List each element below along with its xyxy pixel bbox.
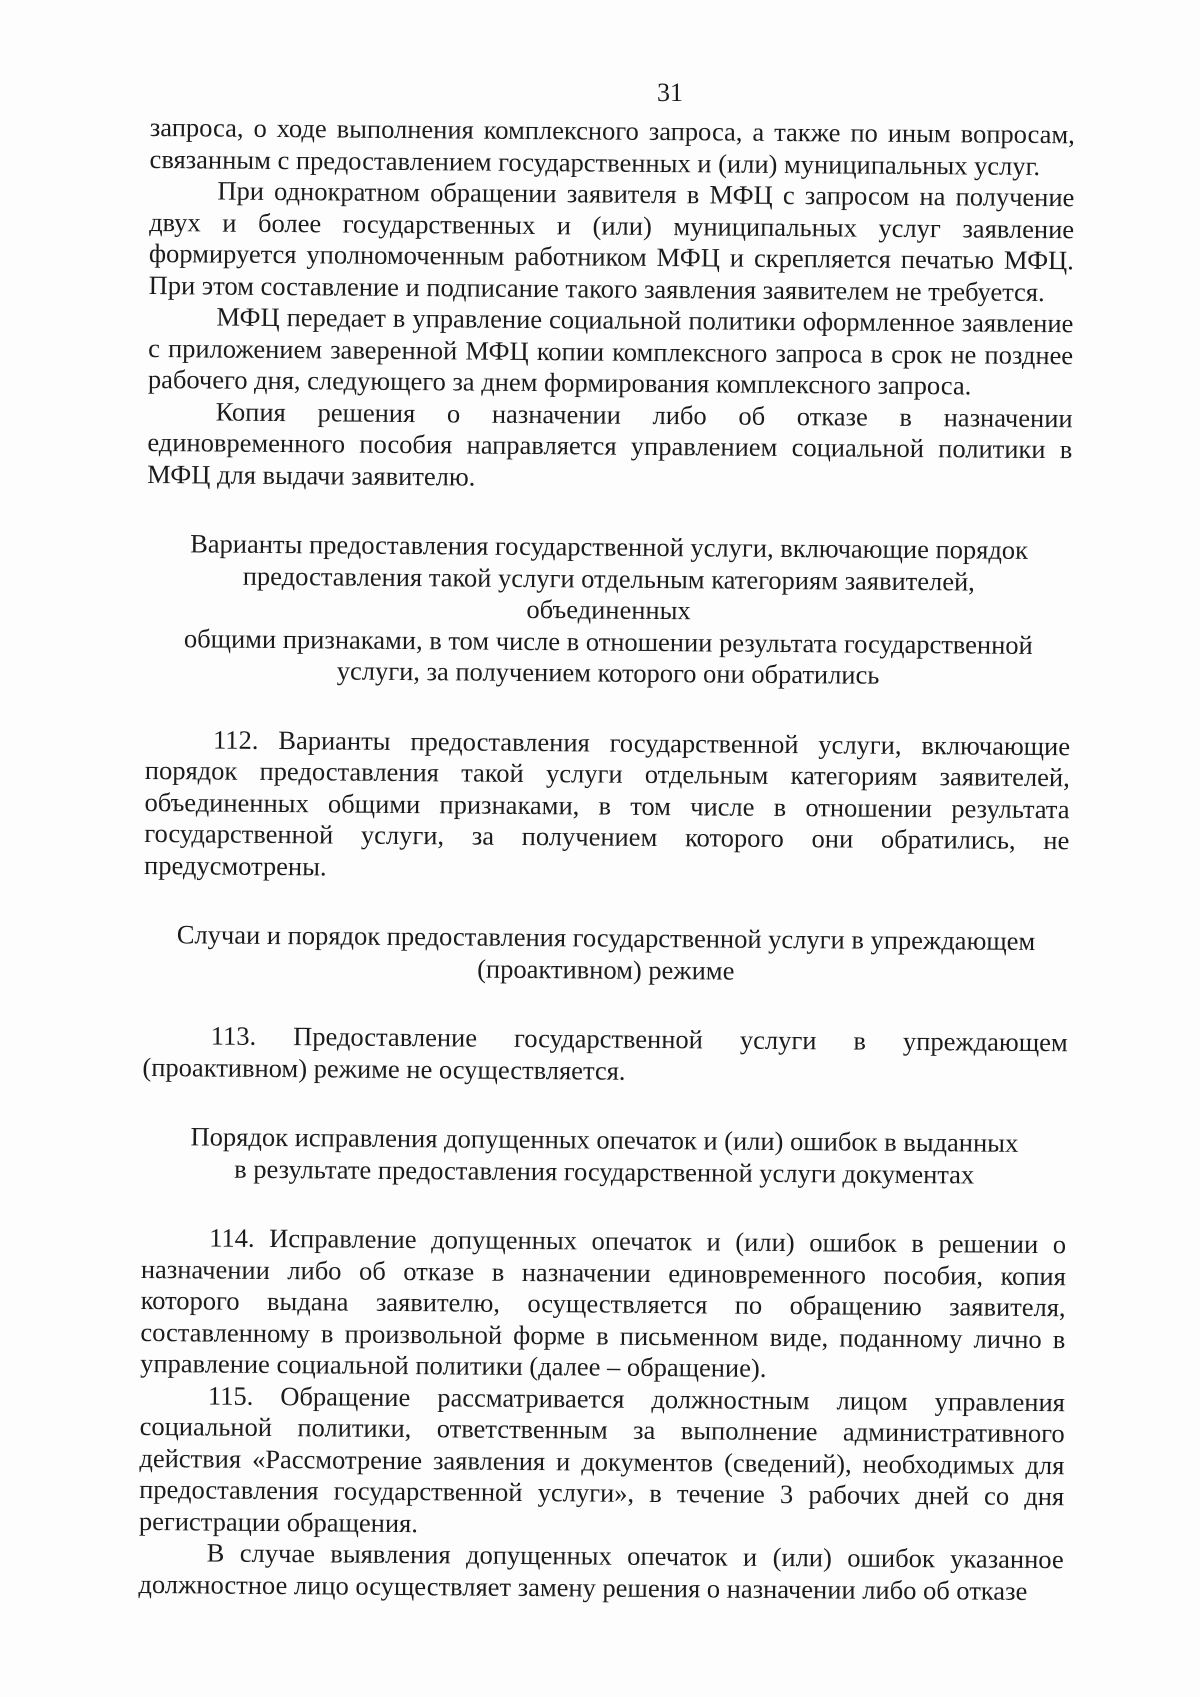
heading-line: услуги, за получением которого они обратились: [336, 655, 880, 690]
paragraph-112: 112. Варианты предоставления государственной услуги, включающие порядок предоставления такой услуги отдельным категориям заявителей, объединенных общими признаками, в том числе в отношении результата государственной услуги, за получением которого они обратились, не предусмотрены.: [143, 724, 1071, 881]
heading-line: Варианты предоставления государственной услуги, включающие порядок: [190, 528, 1029, 565]
paragraph-mfc-transfer: МФЦ передает в управление социальной политики оформленное заявление с приложением заверенной МФЦ копии комплексного запроса в срок не позднее рабочего дня, следующего за днем формирования комплексного запроса.: [147, 301, 1074, 401]
paragraph-mfc-single-request: При однократном обращении заявителя в МФЦ с запросом на получение двух и более государственных и (или) муниципальных услуг заявление формируется уполномоченным работником МФЦ и скрепляется печатью МФЦ. При этом составление и подписание такого заявления заявителем не требуется.: [148, 175, 1075, 307]
document-body: [138, 112, 1075, 1607]
section-heading-variants: [145, 528, 1071, 693]
paragraph-error-found: В случае выявления допущенных опечаток и (или) ошибок указанное должностное лицо осуществляет замену решения о назначении либо об отказе: [138, 1537, 1064, 1606]
section-heading-corrections: [142, 1121, 1067, 1191]
paragraph-113: 113. Предоставление государственной услуги в упреждающем (проактивном) режиме не осуществляется.: [142, 1020, 1068, 1086]
heading-line: общими признаками, в том числе в отношении результата государственной: [183, 622, 1033, 660]
paragraph-continuation: запроса, о ходе выполнения комплексного запроса, а также по иным вопросам, связанным с предоставлением государственных и (или) муниципальных услуг.: [149, 112, 1075, 181]
heading-line: (проактивном) режиме: [477, 953, 735, 986]
heading-line: Случаи и порядок предоставления государственной услуги в упреждающем: [176, 919, 1036, 956]
heading-line: в результате предоставления государственной услуги документах: [234, 1153, 975, 1190]
paragraph-115: 115. Обращение рассматривается должностным лицом управления социальной политики, ответственным за выполнение административного действия «Рассмотрение заявления и документов (сведений), необходимых для предоставления государственной услуги», в течение 3 рабочих дней со дня регистрации обращения.: [138, 1379, 1066, 1538]
section-heading-proactive: [143, 919, 1068, 989]
page-number: 31: [657, 78, 683, 107]
paragraph-114: 114. Исправление допущенных опечаток и (или) ошибок в решении о назначении либо об отказе в назначении единовременного пособия, копия которого выдана заявителю, осуществляется по обращению заявителя, составленному в произвольной форме в письменном виде, поданному лично в управление социальной политики (далее – обращение).: [140, 1222, 1067, 1383]
heading-line: Порядок исправления допущенных опечаток и (или) ошибок в выданных: [190, 1121, 1019, 1158]
heading-line: предоставления такой услуги отдельным категориям заявителей, объединенных: [242, 560, 976, 626]
paragraph-decision-copy: Копия решения о назначении либо об отказе в назначении единовременного пособия направляется управлением социальной политики в МФЦ для выдачи заявителю.: [147, 396, 1073, 492]
